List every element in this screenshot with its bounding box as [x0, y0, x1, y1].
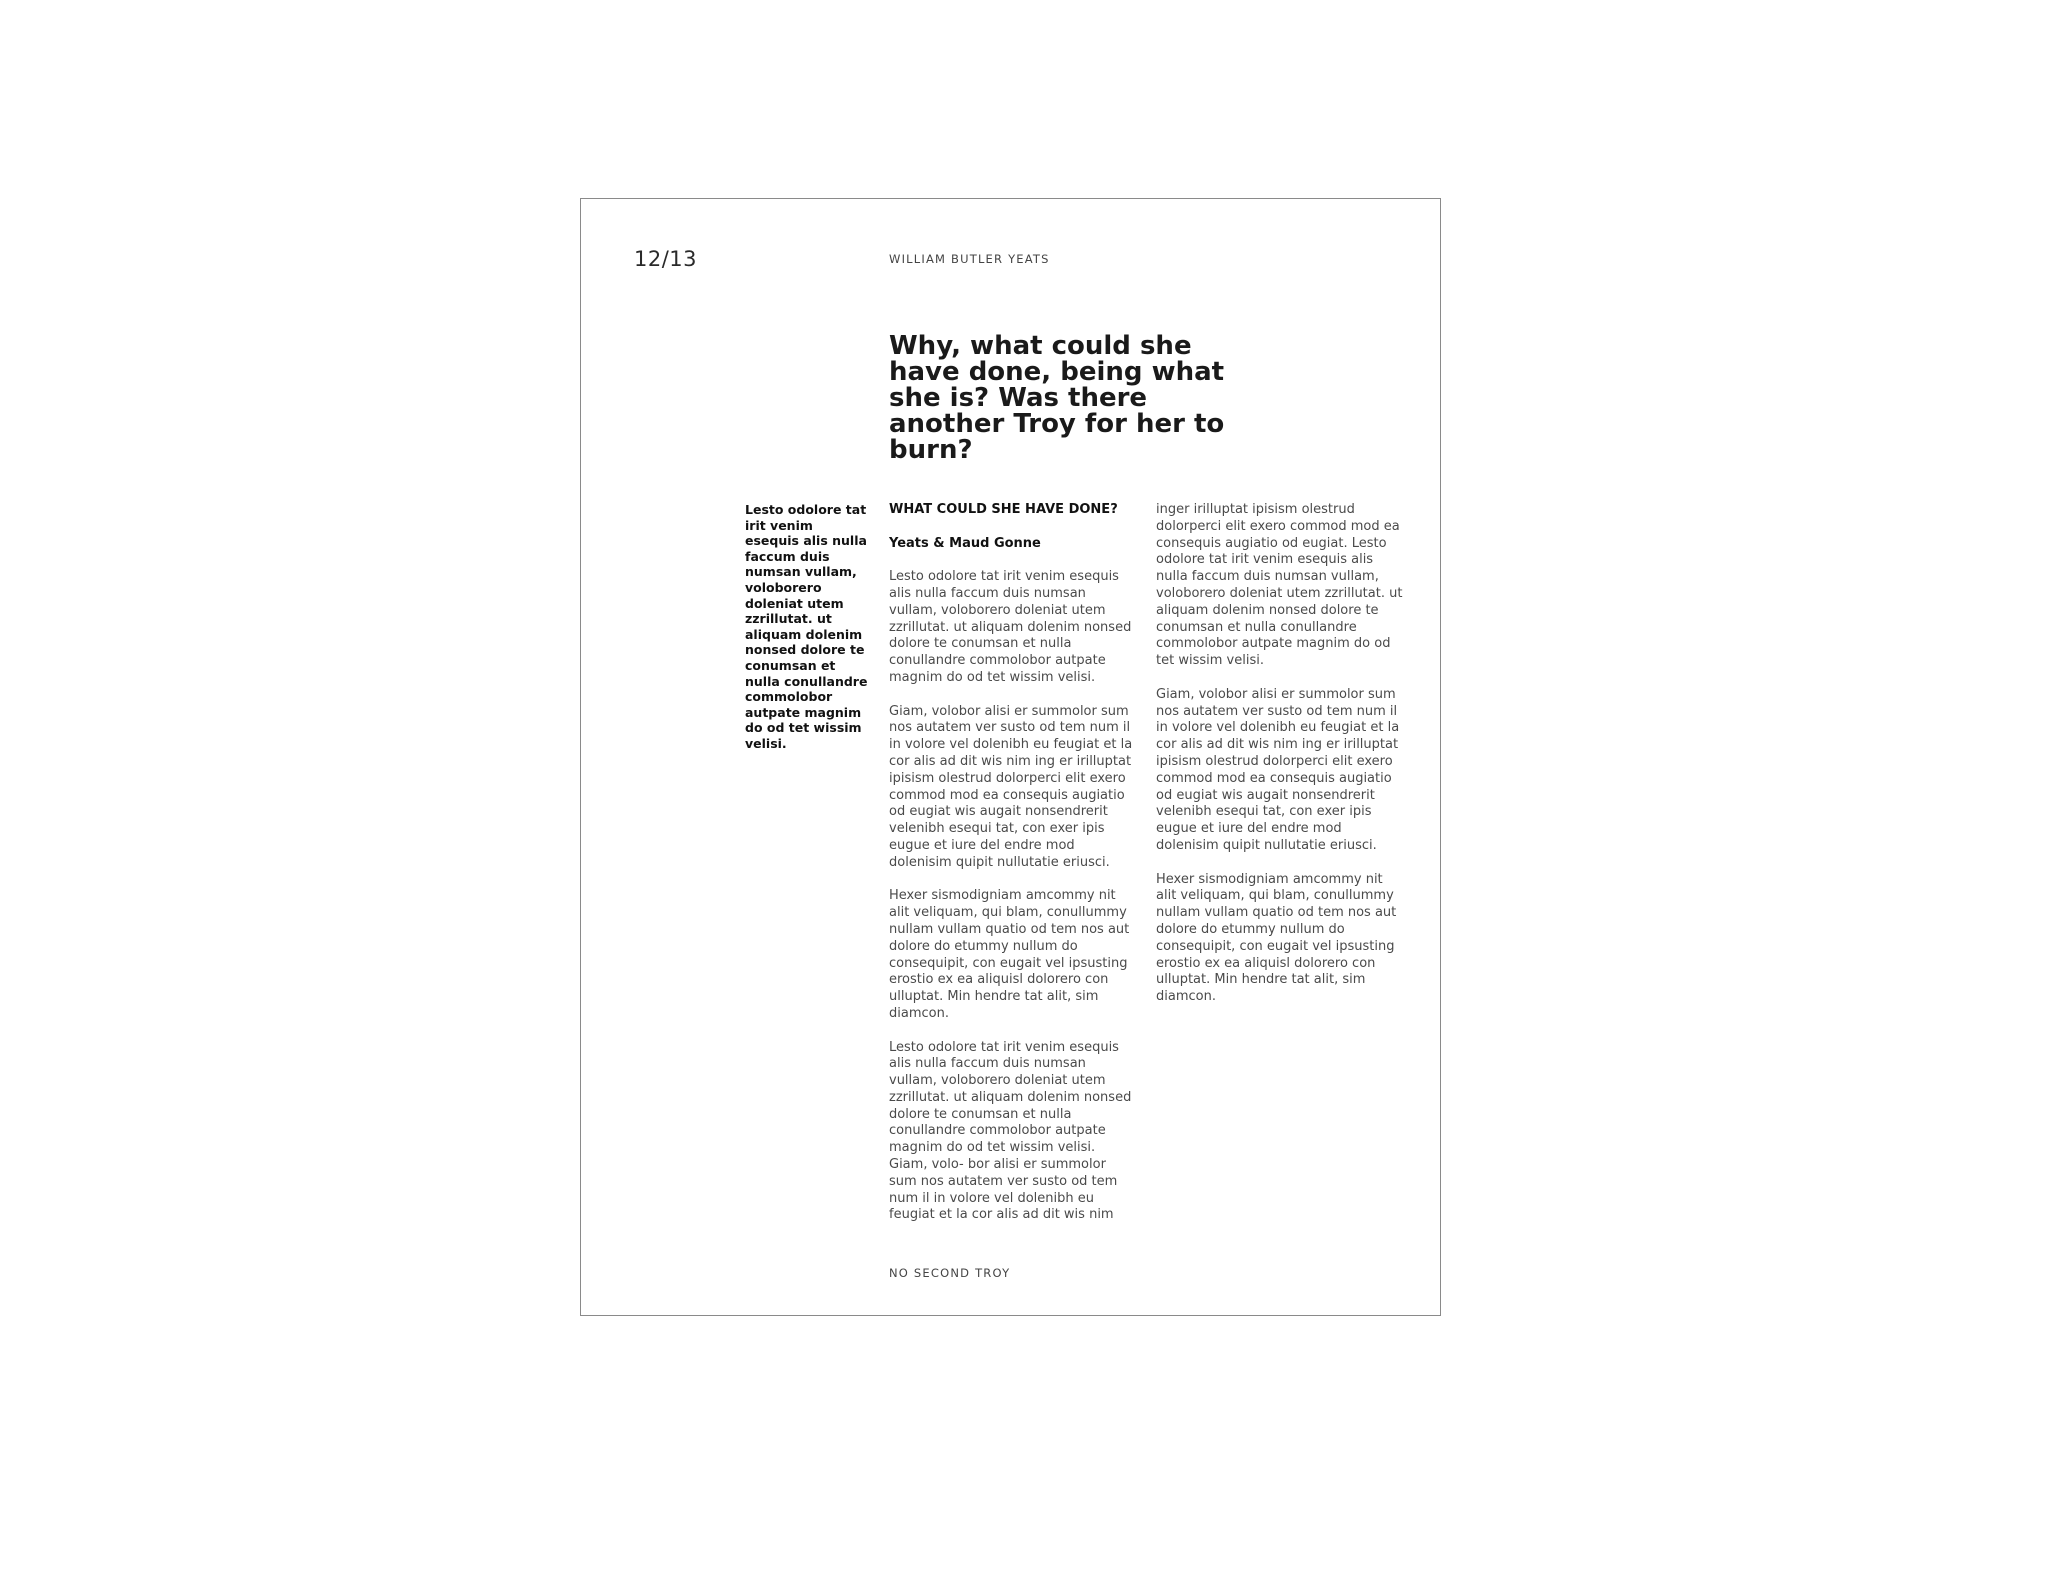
section-subtitle: Yeats & Maud Gonne [889, 535, 1041, 551]
body-paragraph: Lesto odolore tat irit venim esequis alis nulla faccum duis numsan vullam, voloborero doleniat utem zzrillutat. ut aliquam dolenim nonsed dolore te conumsan et nulla conullandre commolobor autpate magnim do od tet wissim velisi. [889, 569, 1132, 685]
page-number: 12/13 [634, 247, 698, 271]
headline: Why, what could she have done, being what she is? Was there another Troy for her to burn? [889, 331, 1225, 465]
pull-quote: Lesto odolore tat irit venim esequis alis nulla faccum duis numsan vullam, voloborero doleniat utem zzrillutat. ut aliquam dolenim nonsed dolore te conumsan et nulla conullandre commolobor autpate magnim do od tet wissim velisi. [745, 502, 868, 751]
body-paragraph: Hexer sismodigniam amcommy nit alit veliquam, qui blam, conullummy nullam vullam quatio od tem nos aut dolore do etummy nullum do consequipit, con eugait vel ipsusting erostio ex ea aliquisl dolorero con ulluptat. Min hendre tat alit, sim diamcon. [889, 888, 1130, 1021]
body-paragraph: Giam, volobor alisi er summolor sum nos autatem ver susto od tem num il in volore vel dolenibh eu feugiat et la cor alis ad dit wis nim ing er irilluptat ipisism olestrud dolorperci elit exero commod mod ea consequis augiatio od eugiat wis augait nonsendrerit velenibh esequi tat, con exer ipis eugue et iure del endre mod dolenisim quipit nullutatie eriusci. [889, 703, 1133, 870]
body-paragraph: inger irilluptat ipisism olestrud dolorperci elit exero commod mod ea consequis augiatio od eugiat. Lesto odolore tat irit venim esequis alis nulla faccum duis numsan vullam, voloborero doleniat utem zzrillutat. ut aliquam dolenim nonsed dolore te conumsan et nulla conullandre commolobor autpate magnim do od tet wissim velisi. [1156, 502, 1403, 669]
section-title: WHAT COULD SHE HAVE DONE? [889, 502, 1118, 517]
body-paragraph: Hexer sismodigniam amcommy nit alit veliquam, qui blam, conullummy nullam vullam quatio od tem nos aut dolore do etummy nullum do consequipit, con eugait vel ipsusting erostio ex ea aliquisl dolorero con ulluptat. Min hendre tat alit, sim diamcon. [1156, 871, 1397, 1005]
document-page [580, 198, 1441, 1316]
text-column-1 [889, 502, 1137, 1241]
text-column-2 [1156, 502, 1404, 1023]
running-head: WILLIAM BUTLER YEATS [889, 252, 1050, 266]
running-foot: NO SECOND TROY [889, 1266, 1011, 1280]
body-paragraph: Lesto odolore tat irit venim esequis alis nulla faccum duis numsan vullam, voloborero doleniat utem zzrillutat. ut aliquam dolenim nonsed dolore te conumsan et nulla conullandre commolobor autpate magnim do od tet wissim velisi. Giam, volo- bor alisi er summolor sum nos autatem ver susto od tem num il in volore vel dolenibh eu feugiat et la cor alis ad dit wis nim [889, 1039, 1132, 1223]
body-paragraph: Giam, volobor alisi er summolor sum nos autatem ver susto od tem num il in volore vel dolenibh eu feugiat et la cor alis ad dit wis nim ing er irilluptat ipisism olestrud dolorperci elit exero commod mod ea consequis augiatio od eugiat wis augait nonsendrerit velenibh esequi tat, con exer ipis eugue et iure del endre mod dolenisim quipit nullutatie eriusci. [1156, 686, 1400, 853]
